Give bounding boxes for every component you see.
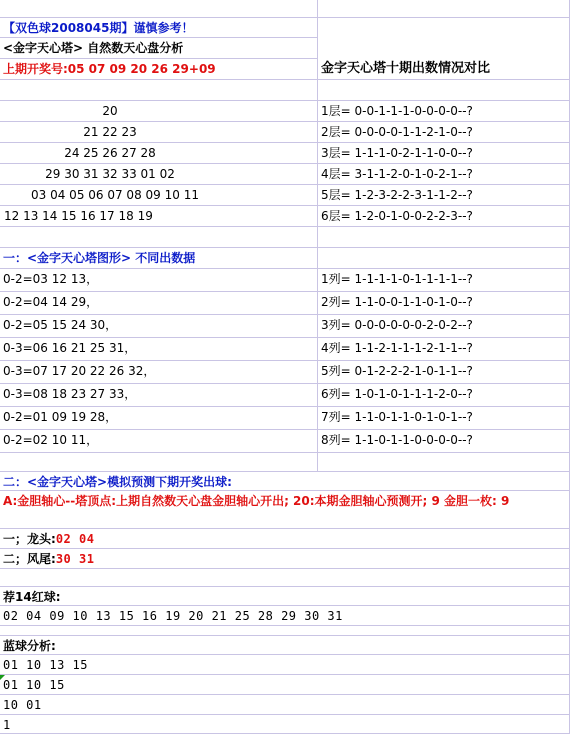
- column-stat-5[interactable]: 5列= 0-1-2-2-2-1-0-1-1--?: [318, 361, 570, 384]
- sheet-row: [0, 269, 570, 292]
- column-stat-2[interactable]: 2列= 1-1-0-0-1-1-0-1-0--?: [318, 292, 570, 315]
- sheet-row: [0, 430, 570, 453]
- sheet-row: [0, 655, 570, 675]
- layer-stat-2[interactable]: 2层= 0-0-0-0-1-1-2-1-0--?: [318, 122, 570, 143]
- compare-title[interactable]: 金字天心塔十期出数情况对比: [318, 18, 570, 80]
- group-row-3[interactable]: 0-2=05 15 24 30，: [0, 315, 318, 338]
- sheet-row: [0, 122, 570, 143]
- group-row-2[interactable]: 0-2=04 14 29，: [0, 292, 318, 315]
- cell[interactable]: [0, 0, 318, 18]
- pyramid-layer-1[interactable]: 20: [0, 101, 318, 122]
- red-recommend-label[interactable]: 荐14红球:: [0, 587, 570, 606]
- pyramid-layer-3[interactable]: 24 25 26 27 28: [0, 143, 318, 164]
- sheet-row: [0, 227, 570, 248]
- sheet-row: [0, 675, 570, 695]
- column-stat-6[interactable]: 6列= 1-0-1-0-1-1-1-2-0--?: [318, 384, 570, 407]
- pyramid-layer-6[interactable]: 12 13 14 15 16 17 18 19: [0, 206, 318, 227]
- group-row-8[interactable]: 0-2=02 10 11，: [0, 430, 318, 453]
- sheet-row: [0, 0, 570, 18]
- sheet-row: [0, 587, 570, 606]
- sheet-row: [0, 315, 570, 338]
- blue-analysis-label[interactable]: 蓝球分析:: [0, 636, 570, 655]
- sheet-row: [0, 549, 570, 569]
- cell[interactable]: [0, 453, 318, 472]
- pyramid-layer-4[interactable]: 29 30 31 32 33 01 02: [0, 164, 318, 185]
- layer-stat-1[interactable]: 1层= 0-0-1-1-1-0-0-0-0--?: [318, 101, 570, 122]
- sheet-row: [0, 18, 570, 80]
- sheet-row: [0, 407, 570, 430]
- sheet-row: [0, 164, 570, 185]
- section-2-title[interactable]: 二：<金字天心塔>模拟预测下期开奖出球:: [0, 472, 570, 491]
- page-title[interactable]: 【双色球2008045期】谨慎参考！: [0, 18, 318, 38]
- cell[interactable]: [0, 80, 318, 101]
- sheet-row: [0, 248, 570, 269]
- dragon-head-label: 一；龙头:: [3, 532, 56, 546]
- cell[interactable]: [318, 80, 570, 101]
- sheet-row: [0, 384, 570, 407]
- group-row-4[interactable]: 0-3=06 16 21 25 31，: [0, 338, 318, 361]
- layer-stat-5[interactable]: 5层= 1-2-3-2-2-3-1-1-2--?: [318, 185, 570, 206]
- sheet-row: [0, 529, 570, 549]
- red-recommend-numbers[interactable]: 02 04 09 10 13 15 16 19 20 21 25 28 29 30 31: [0, 606, 570, 626]
- sheet-row: [0, 606, 570, 626]
- group-row-1[interactable]: 0-2=03 12 13，: [0, 269, 318, 292]
- dragon-head-value: 02 04: [55, 532, 95, 546]
- phoenix-tail-value: 30 31: [55, 552, 95, 566]
- last-draw-numbers[interactable]: 上期开奖号:05 07 09 20 26 29+09: [0, 59, 318, 80]
- layer-stat-4[interactable]: 4层= 3-1-1-2-0-1-0-2-1--?: [318, 164, 570, 185]
- sheet-row: [0, 338, 570, 361]
- dragon-head-row[interactable]: [0, 529, 570, 549]
- column-stat-8[interactable]: 8列= 1-1-0-1-1-0-0-0-0--?: [318, 430, 570, 453]
- phoenix-tail-label: 二；风尾:: [3, 552, 56, 566]
- column-stat-4[interactable]: 4列= 1-1-2-1-1-1-2-1-1--?: [318, 338, 570, 361]
- sheet-row: [0, 101, 570, 122]
- sheet-row: [0, 80, 570, 101]
- sheet-row: [0, 361, 570, 384]
- sheet-row: [0, 626, 570, 636]
- sheet-row: [0, 636, 570, 655]
- group-row-6[interactable]: 0-3=08 18 23 27 33，: [0, 384, 318, 407]
- cell[interactable]: [318, 227, 570, 248]
- blue-analysis-line-2[interactable]: 01 10 15: [0, 675, 570, 695]
- sheet-row: [0, 491, 570, 529]
- sheet-row: [0, 185, 570, 206]
- sheet-row: [0, 143, 570, 164]
- pyramid-layer-2[interactable]: 21 22 23: [0, 122, 318, 143]
- phoenix-tail-row[interactable]: [0, 549, 570, 569]
- sheet-row: [0, 292, 570, 315]
- cell[interactable]: [0, 569, 570, 587]
- cell[interactable]: [0, 227, 318, 248]
- pyramid-layer-5[interactable]: 03 04 05 06 07 08 09 10 11: [0, 185, 318, 206]
- cell[interactable]: [0, 626, 570, 636]
- cell[interactable]: [318, 0, 570, 18]
- cell-comment-marker-icon: [0, 675, 5, 680]
- layer-stat-6[interactable]: 6层= 1-2-0-1-0-0-2-2-3--?: [318, 206, 570, 227]
- group-row-5[interactable]: 0-3=07 17 20 22 26 32，: [0, 361, 318, 384]
- column-stat-3[interactable]: 3列= 0-0-0-0-0-0-2-0-2--?: [318, 315, 570, 338]
- column-stat-7[interactable]: 7列= 1-1-0-1-1-0-1-0-1--?: [318, 407, 570, 430]
- sheet-row: [0, 453, 570, 472]
- group-row-7[interactable]: 0-2=01 09 19 28，: [0, 407, 318, 430]
- sheet-row: [0, 715, 570, 734]
- sheet-row: [0, 472, 570, 491]
- cell[interactable]: [318, 248, 570, 269]
- sheet-row: [0, 695, 570, 715]
- layer-stat-3[interactable]: 3层= 1-1-1-0-2-1-1-0-0--?: [318, 143, 570, 164]
- sheet-row: [0, 569, 570, 587]
- cell[interactable]: [318, 453, 570, 472]
- golden-axis-note[interactable]: A:金胆轴心--塔顶点:上期自然数天心盘金胆轴心开出; 20:本期金胆轴心预测开; 9 金胆一枚: 9: [0, 491, 570, 529]
- sheet-row: [0, 206, 570, 227]
- blue-analysis-line-3[interactable]: 10 01: [0, 695, 570, 715]
- column-stat-1[interactable]: 1列= 1-1-1-1-0-1-1-1-1--?: [318, 269, 570, 292]
- blue-analysis-line-1[interactable]: 01 10 13 15: [0, 655, 570, 675]
- analysis-subtitle[interactable]: <金字天心塔> 自然数天心盘分析: [0, 38, 318, 59]
- blue-analysis-line-4[interactable]: 1: [0, 715, 570, 734]
- section-1-title[interactable]: 一：<金字天心塔图形> 不同出数据: [0, 248, 318, 269]
